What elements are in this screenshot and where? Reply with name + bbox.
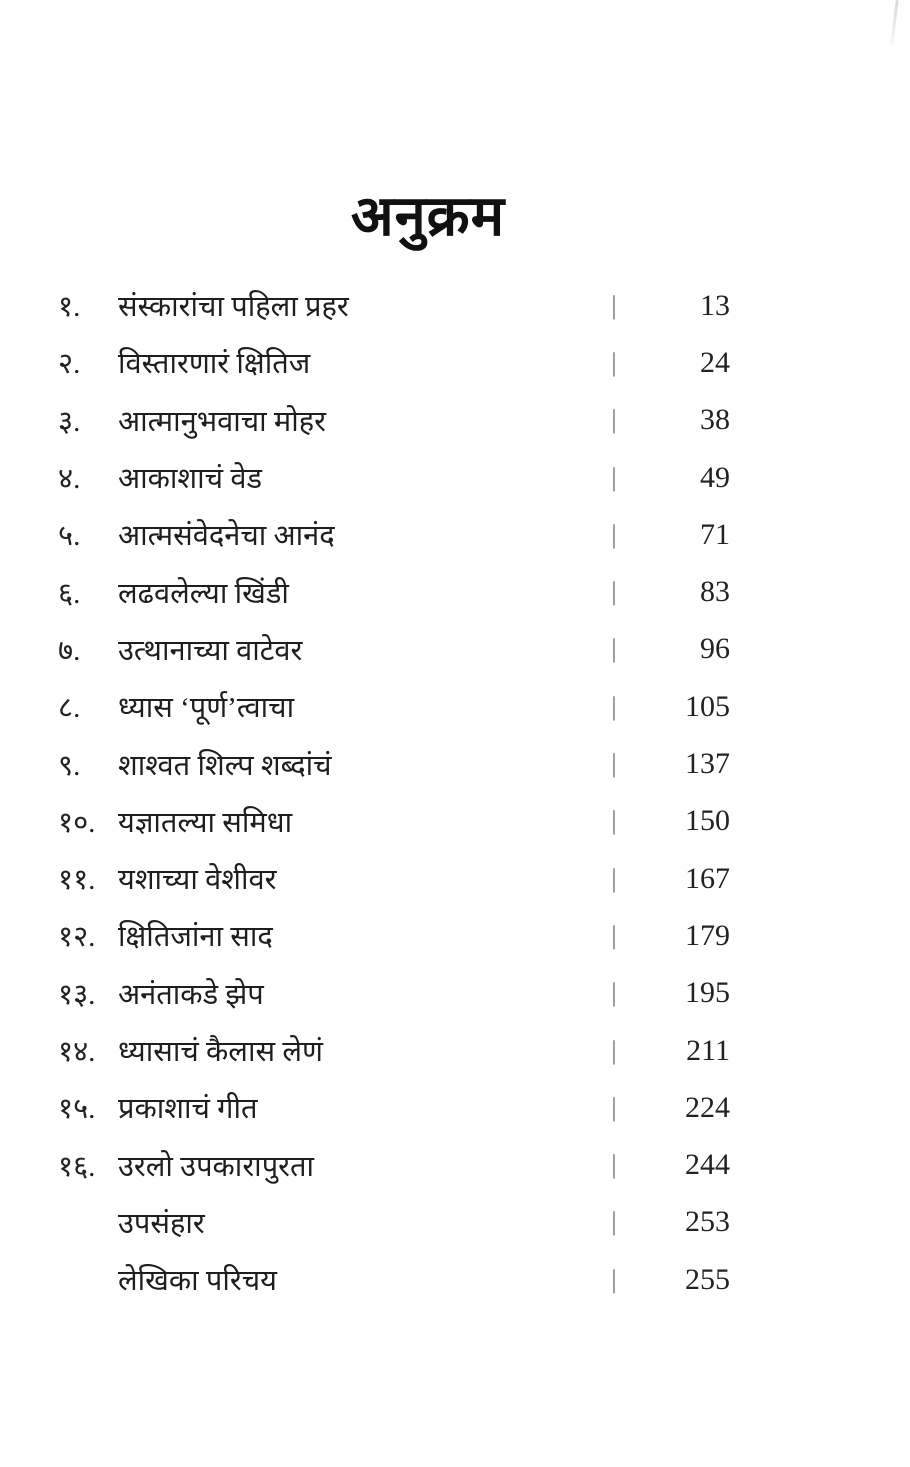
chapter-number: ५. [58, 520, 81, 553]
toc-row [58, 1194, 730, 1251]
chapter-number: ४. [58, 463, 81, 496]
page-number: 71 [700, 517, 730, 551]
chapter-title: शाश्वत शिल्प शब्दांचं [118, 749, 332, 782]
chapter-number: १३. [58, 978, 96, 1011]
separator-bar: | [611, 577, 617, 607]
chapter-title: आत्मानुभवाचा मोहर [118, 405, 327, 438]
toc-row [58, 735, 730, 792]
separator-bar: | [611, 405, 617, 435]
separator-bar: | [611, 1207, 617, 1237]
toc-row [58, 965, 730, 1022]
toc-row [58, 277, 730, 334]
page-number: 49 [700, 460, 730, 494]
page-number: 24 [700, 345, 730, 379]
chapter-number: ६. [58, 577, 81, 610]
chapter-number: ८. [58, 692, 81, 725]
chapter-title: अनंताकडे झेप [118, 978, 264, 1011]
page-number: 13 [700, 288, 730, 322]
chapter-number: १. [58, 291, 81, 324]
chapter-title: यज्ञातल्या समिधा [118, 806, 293, 839]
page-number: 255 [685, 1262, 730, 1296]
toc-row [58, 392, 730, 449]
chapter-number: ७. [58, 634, 81, 667]
toc-row [58, 563, 730, 620]
chapter-number: १०. [58, 806, 96, 839]
separator-bar: | [611, 1092, 617, 1122]
separator-bar: | [611, 462, 617, 492]
page-number: 244 [685, 1148, 730, 1182]
toc-row [58, 678, 730, 735]
page-number: 105 [685, 689, 730, 723]
page-number: 150 [685, 804, 730, 838]
separator-bar: | [611, 347, 617, 377]
separator-bar: | [611, 519, 617, 549]
chapter-number: १२. [58, 921, 96, 954]
page-number: 211 [686, 1033, 730, 1067]
toc-row [58, 1251, 730, 1308]
separator-bar: | [611, 634, 617, 664]
toc-row [58, 793, 730, 850]
toc-list [58, 277, 730, 1308]
toc-row [58, 1136, 730, 1193]
page-number: 179 [685, 918, 730, 952]
separator-bar: | [611, 1264, 617, 1294]
chapter-title: संस्कारांचा पहिला प्रहर [118, 291, 349, 324]
separator-bar: | [611, 806, 617, 836]
chapter-title: ध्यास ‘पूर्ण’त्वाचा [118, 692, 295, 725]
scan-artifact [890, 0, 898, 44]
toc-row [58, 621, 730, 678]
toc-row [58, 449, 730, 506]
separator-bar: | [611, 920, 617, 950]
chapter-title: लढवलेल्या खिंडी [118, 577, 289, 610]
toc-row [58, 334, 730, 391]
page-title: अनुक्रम [350, 185, 506, 248]
chapter-title: यशाच्या वेशीवर [118, 864, 277, 897]
chapter-number: १५. [58, 1093, 96, 1126]
page-number: 137 [685, 747, 730, 781]
separator-bar: | [611, 691, 617, 721]
toc-row [58, 1079, 730, 1136]
separator-bar: | [611, 1035, 617, 1065]
chapter-title: उपसंहार [118, 1207, 205, 1240]
separator-bar: | [611, 290, 617, 320]
chapter-title: आत्मसंवेदनेचा आनंद [118, 520, 335, 553]
separator-bar: | [611, 863, 617, 893]
chapter-title: उत्थानाच्या वाटेवर [118, 634, 303, 667]
separator-bar: | [611, 978, 617, 1008]
chapter-title: क्षितिजांना साद [118, 921, 273, 954]
page-number: 38 [700, 403, 730, 437]
page-number: 83 [700, 575, 730, 609]
chapter-number: १४. [58, 1036, 96, 1068]
page-number: 224 [685, 1090, 730, 1124]
chapter-number: ९. [58, 749, 81, 782]
toc-row [58, 506, 730, 563]
page-number: 167 [685, 861, 730, 895]
separator-bar: | [611, 749, 617, 779]
chapter-title: प्रकाशाचं गीत [118, 1093, 258, 1126]
chapter-number: २. [58, 348, 81, 381]
page-number: 195 [685, 976, 730, 1010]
chapter-title: ध्यासाचं कैलास लेणं [118, 1036, 323, 1068]
page-number: 253 [685, 1205, 730, 1239]
chapter-title: विस्तारणारं क्षितिज [118, 348, 311, 381]
toc-row [58, 907, 730, 964]
chapter-number: १६. [58, 1150, 96, 1183]
chapter-title: लेखिका परिचय [118, 1265, 278, 1298]
chapter-title: आकाशाचं वेड [118, 463, 262, 496]
toc-row [58, 1022, 730, 1079]
page-number: 96 [700, 632, 730, 666]
separator-bar: | [611, 1150, 617, 1180]
chapter-title: उरलो उपकारापुरता [118, 1150, 315, 1183]
chapter-number: ३. [58, 405, 81, 438]
toc-row [58, 850, 730, 907]
chapter-number: ११. [58, 864, 96, 897]
